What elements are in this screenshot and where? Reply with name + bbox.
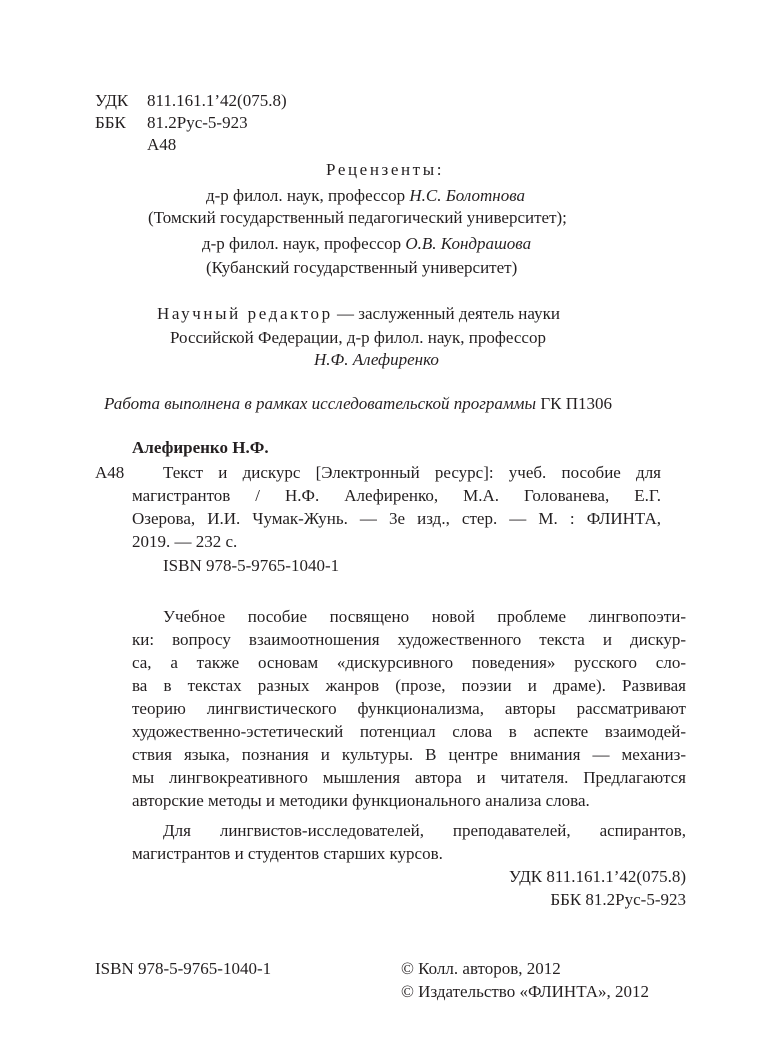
reviewer-2-name: О.В. Кондрашова	[405, 234, 532, 253]
abstract-udk: УДК 811.161.1’42(075.8)	[508, 867, 686, 886]
reviewer-2	[202, 233, 531, 255]
bbk-value: 81.2Рус-5-923	[147, 113, 248, 132]
editor-label: Научный редактор	[157, 304, 333, 323]
footer-copyright-authors: © Колл. авторов, 2012	[401, 959, 561, 978]
abstract-line-6: художественно-эстетический потенциал слова в аспекте взаимодей-	[132, 722, 686, 741]
program-note	[104, 393, 612, 415]
audience-line-2: магистрантов и студентов старших курсов.	[132, 844, 443, 863]
udk-label: УДК	[95, 91, 129, 110]
abstract-line-5: теорию лингвистического функционализма, авторы рассматривают	[132, 699, 686, 718]
reviewers-heading: Рецензенты:	[326, 160, 445, 179]
abstract-line-7: ствия языка, познания и культуры. В центре внимания — механиз-	[132, 745, 686, 764]
abstract-line-2: ки: вопросу взаимоотношения художественного текста и дискур-	[132, 630, 686, 649]
footer-copyright-publisher: © Издательство «ФЛИНТА», 2012	[401, 982, 650, 1001]
abstract-line-3: са, а также основам «дискурсивного поведения» русского сло-	[132, 653, 686, 672]
record-author: Алефиренко Н.Ф.	[132, 438, 269, 457]
reviewer-1	[206, 185, 525, 207]
editor-line-1	[157, 303, 560, 325]
record-mark: А48	[95, 463, 125, 482]
reviewer-1-title: д-р филол. наук, профессор	[206, 186, 406, 205]
reviewer-2-title: д-р филол. наук, профессор	[202, 234, 402, 253]
record-line-4: 2019. — 232 с.	[132, 532, 238, 551]
abstract-line-9: авторские методы и методики функционального анализа слова.	[132, 791, 590, 810]
editor-line-1-rest: — заслуженный деятель науки	[336, 304, 560, 323]
abstract-line-4: ва в текстах разных жанров (прозе, поэзии и драме). Развивая	[132, 676, 686, 695]
editor-line-2: Российской Федерации, д-р филол. наук, профессор	[170, 328, 546, 347]
bbk-label: ББК	[95, 113, 126, 132]
record-line-2: магистрантов / Н.Ф. Алефиренко, М.А. Голованева, Е.Г.	[132, 486, 661, 505]
abstract-line-8: мы лингвокреативного мышления автора и читателя. Предлагаются	[132, 768, 686, 787]
reviewer-1-org: (Томский государственный педагогический университет);	[148, 208, 567, 227]
footer-isbn: ISBN 978-5-9765-1040-1	[95, 959, 272, 978]
reviewer-1-name: Н.С. Болотнова	[409, 186, 525, 205]
abstract-line-1: Учебное пособие посвящено новой проблеме лингвопоэти-	[163, 607, 686, 626]
abstract-bbk: ББК 81.2Рус-5-923	[550, 890, 686, 909]
author-mark: А48	[147, 135, 177, 154]
program-text: Работа выполнена в рамках исследовательской программы	[104, 394, 537, 413]
udk-value: 811.161.1’42(075.8)	[147, 91, 287, 110]
record-line-1: Текст и дискурс [Электронный ресурс]: учеб. пособие для	[163, 463, 661, 482]
record-line-3: Озерова, И.И. Чумак-Жунь. — 3е изд., стер. — М. : ФЛИНТА,	[132, 509, 661, 528]
editor-name: Н.Ф. Алефиренко	[314, 350, 439, 369]
audience-line-1: Для лингвистов-исследователей, преподавателей, аспирантов,	[163, 821, 686, 840]
record-isbn: ISBN 978-5-9765-1040-1	[163, 556, 340, 575]
reviewer-2-org: (Кубанский государственный университет)	[206, 258, 518, 277]
program-code: ГК П1306	[540, 394, 613, 413]
